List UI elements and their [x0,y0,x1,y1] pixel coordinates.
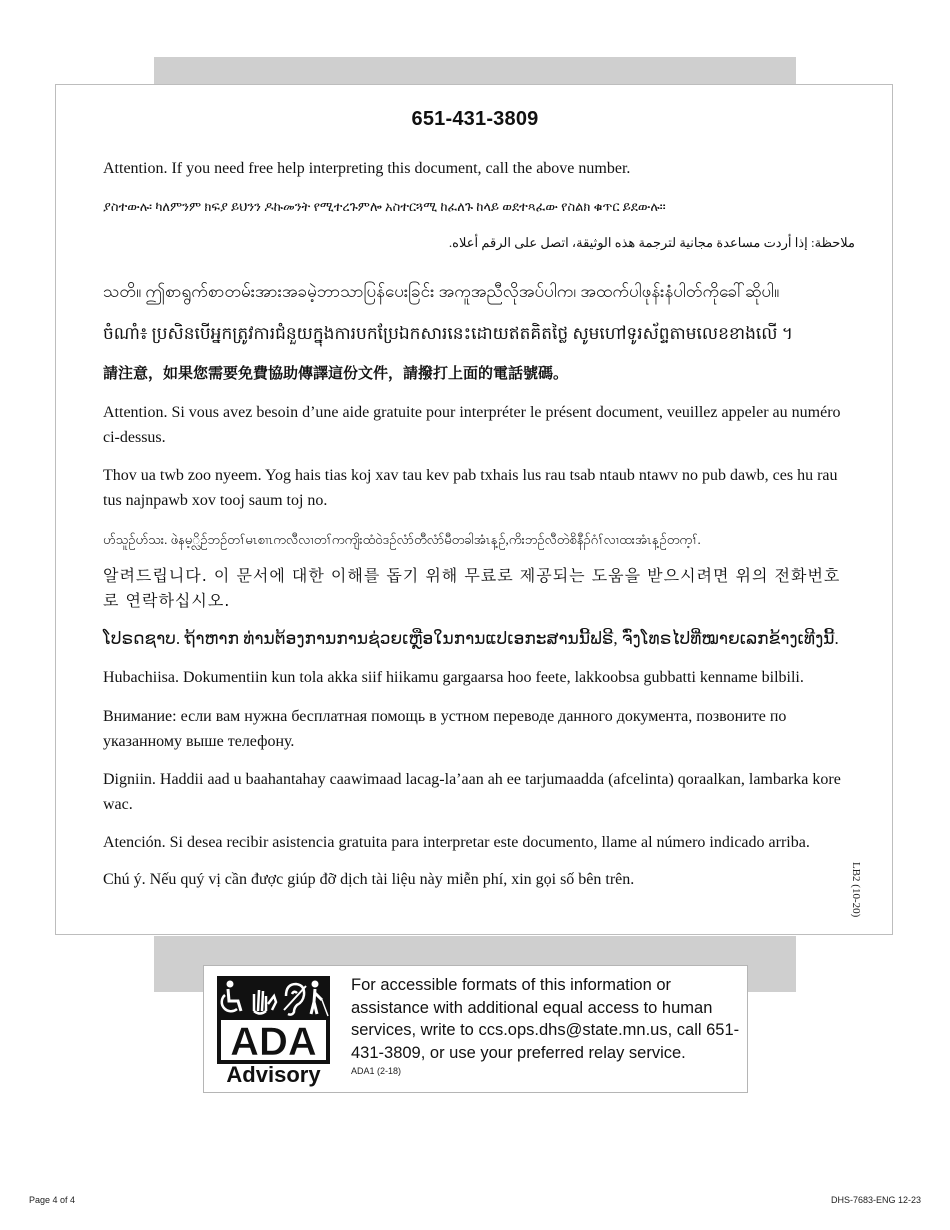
notice-french: Attention. Si vous avez besoin d’une aide gratuite pour interpréter le présent document, veuillez appeler au numéro ci-dessus. [103,404,841,446]
ada-form-code: ADA1 (2-18) [351,1066,402,1076]
notice-korean: 알려드립니다. 이 문서에 대한 이해를 돕기 위해 무료로 제공되는 도움을 받으시려면 위의 전화번호로 연락하십시오. [103,566,841,610]
notice-khmer: ចំណាំ៖ ប្រសិនបើអ្នកត្រូវការជំនួយក្នុងការបកប្រែឯកសារនេះដោយឥតគិតថ្លៃ សូមហៅទូរស័ព្ទតាមលេខខាងលើ ។ [103,324,793,343]
ada-advisory-logo [216,976,332,1088]
notice-vietnamese: Chú ý. Nếu quý vị cần được giúp đỡ dịch tài liệu này miễn phí, xin gọi số bên trên. [103,871,635,888]
notice-somali: Digniin. Haddii aad u baahantahay caawimaad lacag-la’aan ah ee tarjumaadda (afcelinta) qoraalkan, lambarka kore wac. [103,771,841,813]
ada-advisory-text: For accessible formats of this information or assistance with additional equal access to human services, write to ccs.ops.dhs@state.mn.us, call 651-431-3809, or use your preferred relay service. [351,976,740,1062]
notice-hmong: Thov ua twb zoo nyeem. Yog hais tias koj xav tau kev pab txhais lus rau tsab ntaub ntawv no pub dawb, ces hu rau tus najnpawb xov tooj saum toj no. [103,467,838,509]
ada-logo-caption: Advisory [226,1062,321,1087]
gray-band-top [154,57,796,87]
phone-number: 651-431-3809 [411,108,539,130]
notice-chinese: 請注意，如果您需要免費協助傳譯這份文件，請撥打上面的電話號碼。 [103,364,569,382]
notice-burmese: သတိ။ ဤစာရွက်စာတမ်းအားအခမဲ့ဘာသာပြန်ပေးခြင်း အကူအညီလိုအပ်ပါက၊ အထက်ပါဖုန်းနံပါတ်ကိုခေါ်ဆိုပါ။ [103,282,780,301]
notice-karen: ဟ်သူဉ်ဟ်သး. ဖဲနမ့္လိဉ်ဘဉ်တၢ်မၤစၢၤကလီလၢတၢ်ကကျိးထံဝဲဒဉ်လံာ်တီလံာ်မီတခါအံၤန့ဉ်,ကိးဘဉ်လီတဲစိနီၣ်ဂံၢ်လၢထးအံၤန့ဉ်တက့ၢ်. [103,532,701,547]
ada-logo-text: ADA [230,1020,317,1064]
ada-advisory-box [203,965,748,1093]
document-id: DHS-7683-ENG 12-23 [830,1195,921,1205]
notice-oromo: Hubachiisa. Dokumentiin kun tola akka siif hiikamu gargaarsa hoo feete, lakkoobsa gubbatti kenname bilbili. [103,669,804,686]
page-number: Page 4 of 4 [29,1195,76,1205]
notice-lao: ໂປຣດຊາບ. ຖ້າຫາກ ທ່ານຕ້ອງການການຊ່ວຍເຫຼືອໃນການແປເອກະສານນີ້ຟຣີ, ຈົ່ງໂທຣໄປທີ່ໝາຍເລກຂ້າງເທີງນີ້. [103,629,839,648]
notice-amharic: ያስተውሉ፡ ካለምንም ክፍያ ይህንን ዶኩመንት የሚተረጉምሎ አስተርጓሚ ከፈለጉ ከላይ ወደተጻፈው የስልክ ቁጥር ይደውሉ። [103,199,666,214]
notice-russian: Внимание: если вам нужна бесплатная помощь в устном переводе данного документа, позвоните по указанному выше телефону. [103,708,787,750]
form-code: LB2 (10-20) [850,862,862,918]
notice-english: Attention. If you need free help interpreting this document, call the above number. [103,160,631,177]
notice-spanish: Atención. Si desea recibir asistencia gratuita para interpretar este documento, llame al número indicado arriba. [103,834,810,851]
notice-arabic: ملاحظة: إذا أردت مساعدة مجانية لترجمة هذه الوثيقة، اتصل على الرقم أعلاه. [448,235,855,250]
